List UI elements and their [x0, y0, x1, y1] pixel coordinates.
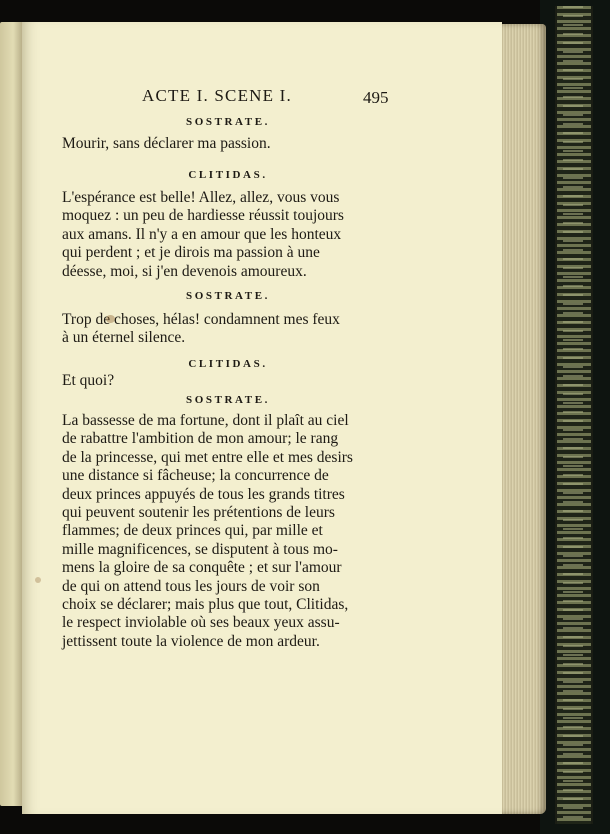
- text-line: qui perdent ; et je dirois ma passion à une: [62, 244, 320, 262]
- text-line: L'espérance est belle! Allez, allez, vous vous: [62, 189, 340, 206]
- speaker-name: SOSTRATE.: [185, 394, 271, 406]
- speaker-name: CLITIDAS.: [188, 358, 268, 370]
- decorative-spine-border: [555, 6, 593, 824]
- text-line: à un éternel silence.: [62, 329, 186, 347]
- text-line: flammes; de deux princes qui, par mille et: [62, 522, 323, 540]
- speech-text: [62, 189, 394, 281]
- text-line: mens la gloire de sa conquête ; et sur l'amour: [62, 559, 342, 577]
- text-line: de qui on attend tous les jours de voir son: [62, 577, 320, 595]
- speaker-name: SOSTRATE.: [185, 290, 271, 302]
- text-line: de rabattre l'ambition de mon amour; le rang: [62, 430, 339, 448]
- text-line: déesse, moi, si j'en devenois amoureux.: [62, 262, 307, 280]
- running-head: ACTE I. SCENE I.: [142, 86, 292, 105]
- paper-stain: [106, 315, 115, 323]
- book-page: [22, 22, 502, 814]
- speaker-name: CLITIDAS.: [188, 169, 268, 181]
- page-number: 495: [363, 88, 389, 107]
- text-line: de la princesse, qui met entre elle et mes desirs: [62, 448, 353, 466]
- paper-stain: [35, 577, 41, 583]
- speech-text: [62, 372, 394, 390]
- text-line: une distance si fâcheuse; la concurrence de: [62, 467, 329, 485]
- text-line: Et quoi?: [62, 372, 115, 389]
- page-edges: [500, 24, 546, 814]
- text-line: Trop de choses, hélas! condamnent mes feux: [62, 311, 340, 328]
- text-line: aux amans. Il n'y a en amour que les honteux: [62, 225, 342, 243]
- text-line: mille magnificences, se disputent à tous mo-: [62, 540, 338, 558]
- text-line: deux princes appuyés de tous les grands titres: [62, 485, 345, 503]
- text-line: qui peuvent soutenir les prétentions de leurs: [62, 504, 335, 522]
- speech-text: [62, 412, 394, 651]
- text-line: choix se déclarer; mais plus que tout, Clitidas,: [62, 596, 349, 614]
- text-line: jettissent toute la violence de mon ardeur.: [62, 632, 320, 650]
- text-line: La bassesse de ma fortune, dont il plaît au ciel: [62, 412, 349, 429]
- text-line: le respect inviolable où ses beaux yeux assu-: [62, 614, 340, 632]
- facing-page-edge: [0, 22, 22, 806]
- speech-text: [62, 135, 394, 153]
- text-line: moquez : un peu de hardiesse réussit toujours: [62, 207, 344, 225]
- speaker-name: SOSTRATE.: [185, 116, 271, 128]
- text-line: Mourir, sans déclarer ma passion.: [62, 135, 271, 152]
